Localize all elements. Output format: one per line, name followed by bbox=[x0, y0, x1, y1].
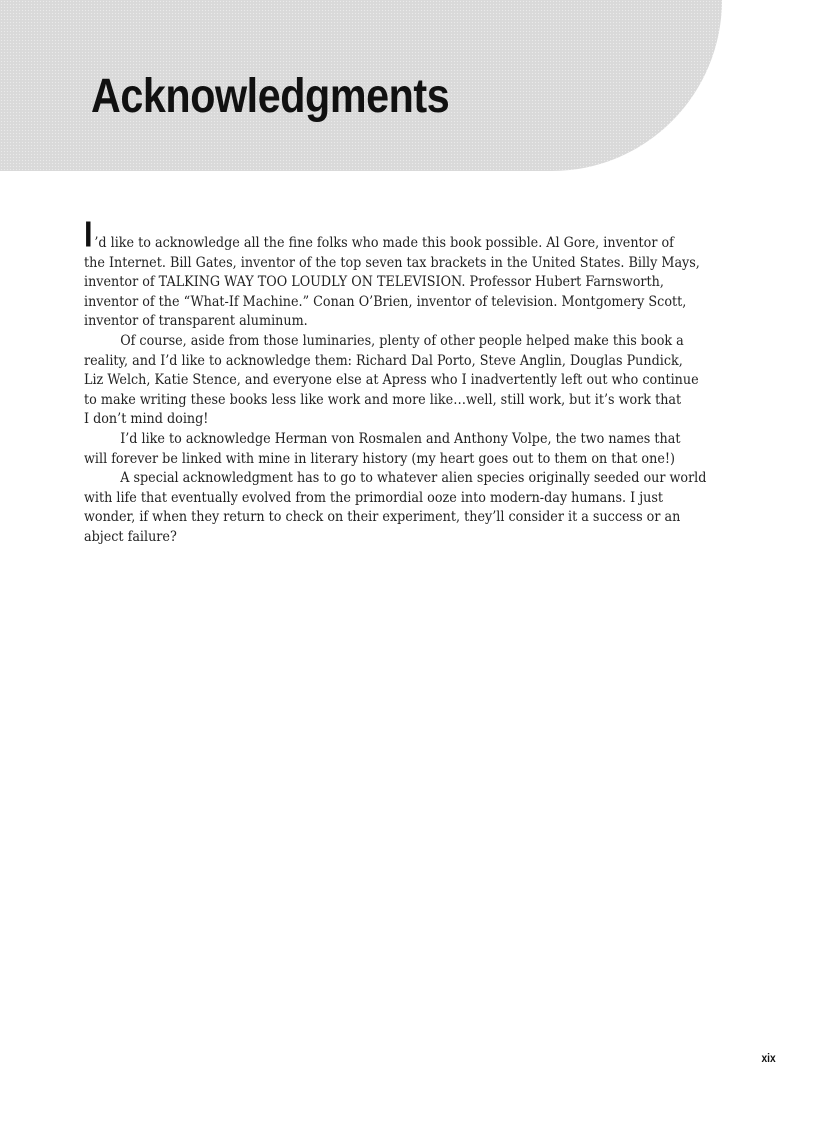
body-line: inventor of the “What-If Machine.” Conan O’Brien, inventor of television. Montgomery Scott, bbox=[84, 293, 687, 310]
body-line: wonder, if when they return to check on their experiment, they’ll consider it a success or an bbox=[84, 509, 681, 526]
drop-cap: I bbox=[84, 214, 93, 255]
body-line: I don’t mind doing! bbox=[84, 411, 209, 428]
body-line bbox=[84, 214, 674, 255]
body-line: abject failure? bbox=[84, 528, 177, 545]
body-line: I’d like to acknowledge Herman von Rosmalen and Anthony Volpe, the two names that bbox=[120, 430, 681, 447]
body-line: will forever be linked with mine in literary history (my heart goes out to them on that one!) bbox=[84, 450, 675, 467]
page-number: xix bbox=[761, 1051, 776, 1065]
body-line: Of course, aside from those luminaries, plenty of other people helped make this book a bbox=[120, 332, 684, 349]
body-text bbox=[84, 214, 724, 548]
body-line-text: ’d like to acknowledge all the fine folks who made this book possible. Al Gore, inventor of bbox=[94, 235, 674, 251]
body-line: inventor of TALKING WAY TOO LOUDLY ON TELEVISION. Professor Hubert Farnsworth, bbox=[84, 274, 664, 291]
body-line: the Internet. Bill Gates, inventor of the top seven tax brackets in the United States. Billy Mays, bbox=[84, 254, 700, 271]
body-line: to make writing these books less like work and more like…well, still work, but it’s work that bbox=[84, 391, 682, 408]
body-line: A special acknowledgment has to go to whatever alien species originally seeded our world bbox=[120, 470, 707, 487]
body-line: with life that eventually evolved from the primordial ooze into modern-day humans. I just bbox=[84, 489, 664, 506]
chapter-title: Acknowledgments bbox=[91, 70, 450, 123]
body-line: inventor of transparent aluminum. bbox=[84, 313, 308, 330]
body-line: reality, and I’d like to acknowledge them: Richard Dal Porto, Steve Anglin, Douglas Pundick, bbox=[84, 352, 683, 369]
body-line: Liz Welch, Katie Stence, and everyone else at Apress who I inadvertently left out who continue bbox=[84, 372, 699, 389]
